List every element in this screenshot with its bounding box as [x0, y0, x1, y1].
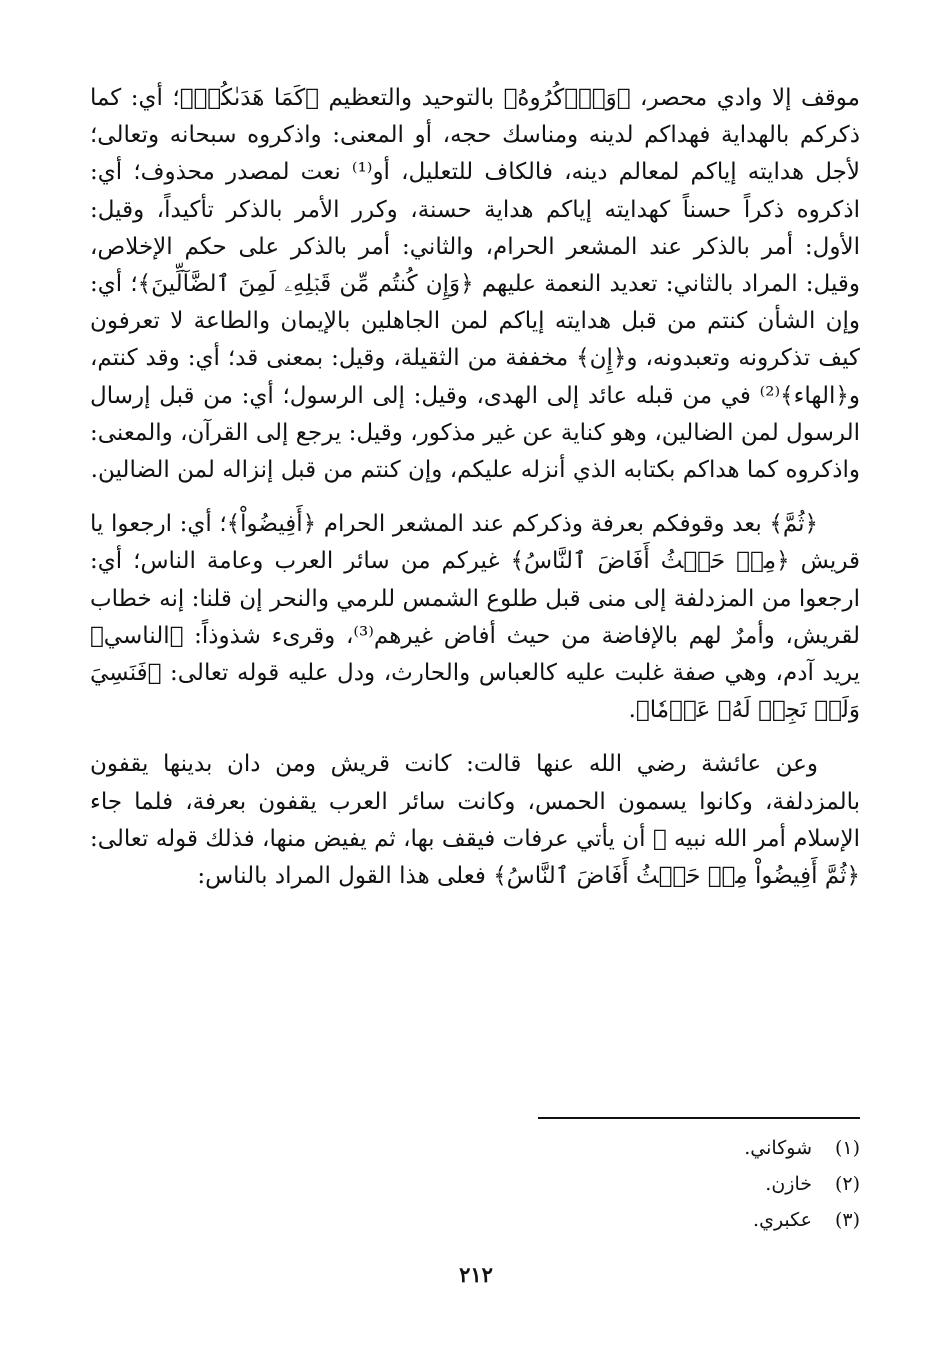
footnotes	[360, 1130, 860, 1238]
paragraph-3: وعن عائشة رضي الله عنها قالت: كانت قريش ومن دان بدينها يقفون بالمزدلفة، وكانوا يسمون الحمس، وكانت سائر العرب يقفون بعرفة، فلما جاء الإسلام أمر الله نبيه ﷺ أن يأتي عرفات فيقف بها، ثم يفيض منها، فذلك قوله تعالى: ﴿ثُمَّ أَفِيضُواْ مِنۡ حَيۡثُ أَفَاضَ ٱلنَّاسُ﴾ فعلى هذا القول المراد بالناس:	[90, 751, 860, 890]
paragraph-1: موقف إلا وادي محصر، ﴿وَٱذۡكُرُوهُ﴾ بالتوحيد والتعظيم ﴿كَمَا هَدَىٰكُمۡ﴾؛ أي: كما ذكركم بالهداية فهداكم لدينه ومناسك حجه، أو المعنى: واذكروه سبحانه وتعالى؛ لأجل هدايته إياكم لمعالم دينه، فالكاف للتعليل، أو⁽¹⁾ نعت لمصدر محذوف؛ أي: اذكروه ذكراً حسناً كهدايته إياكم هداية حسنة، وكرر الأمر بالذكر تأكيداً، وقيل: الأول: أمر بالذكر عند المشعر الحرام، والثاني: أمر بالذكر على حكم الإخلاص، وقيل: المراد بالثاني: تعديد النعمة عليهم ﴿وَإِن كُنتُم مِّن قَبۡلِهِۦ لَمِنَ ٱلضَّآلِّينَ﴾؛ أي: وإن الشأن كنتم من قبل هدايته إياكم لمن الجاهلين بالإيمان والطاعة لا تعرفون كيف تذكرونه وتعبدونه، و﴿إِن﴾ مخففة من الثقيلة، وقيل: بمعنى قد؛ أي: وقد كنتم، و﴿الهاء﴾⁽²⁾ في من قبله عائد إلى الهدى، وقيل: إلى الرسول؛ أي: من قبل إرسال الرسول لمن الضالين، وهو كناية عن غير مذكور، وقيل: يرجع إلى القرآن، والمعنى: واذكروه كما هداكم بكتابه الذي أنزله عليكم، وإن كنتم من قبل إنزاله لمن الضالين.	[90, 85, 861, 484]
footnote-2	[360, 1166, 860, 1202]
footnote-number: (٣)	[834, 1209, 860, 1231]
footnote-text: خازن.	[765, 1173, 812, 1195]
footnote-number: (٢)	[834, 1173, 860, 1195]
footnote-1	[360, 1130, 860, 1166]
footnote-3	[360, 1202, 860, 1238]
footnote-text: شوكاني.	[744, 1137, 812, 1159]
page-body	[90, 80, 860, 912]
footnote-divider	[538, 1117, 860, 1119]
footnote-number: (١)	[834, 1137, 860, 1159]
paragraph-2: ﴿ثُمَّ﴾ بعد وقوفكم بعرفة وذكركم عند المشعر الحرام ﴿أَفِيضُواْ﴾؛ أي: ارجعوا يا قريش ﴿مِنۡ حَيۡثُ أَفَاضَ ٱلنَّاسُ﴾ غيركم من سائر العرب وعامة الناس؛ أي: ارجعوا من المزدلفة إلى منى قبل طلوع الشمس للرمي والنحر إن قلنا: إنه خطاب لقريش، وأمرٌ لهم بالإفاضة من حيث أفاض غيرهم⁽³⁾، وقرىء شذوذاً: ﴿الناسي﴾ يريد آدم، وهي صفة غلبت عليه كالعباس والحارث، ودل عليه قوله تعالى: ﴿فَنَسِيَ وَلَمۡ نَجِدۡ لَهُۥ عَزۡمٗا﴾.	[90, 511, 860, 724]
page-number: ٢١٢	[459, 1262, 493, 1287]
footnote-text: عكبري.	[753, 1209, 812, 1231]
